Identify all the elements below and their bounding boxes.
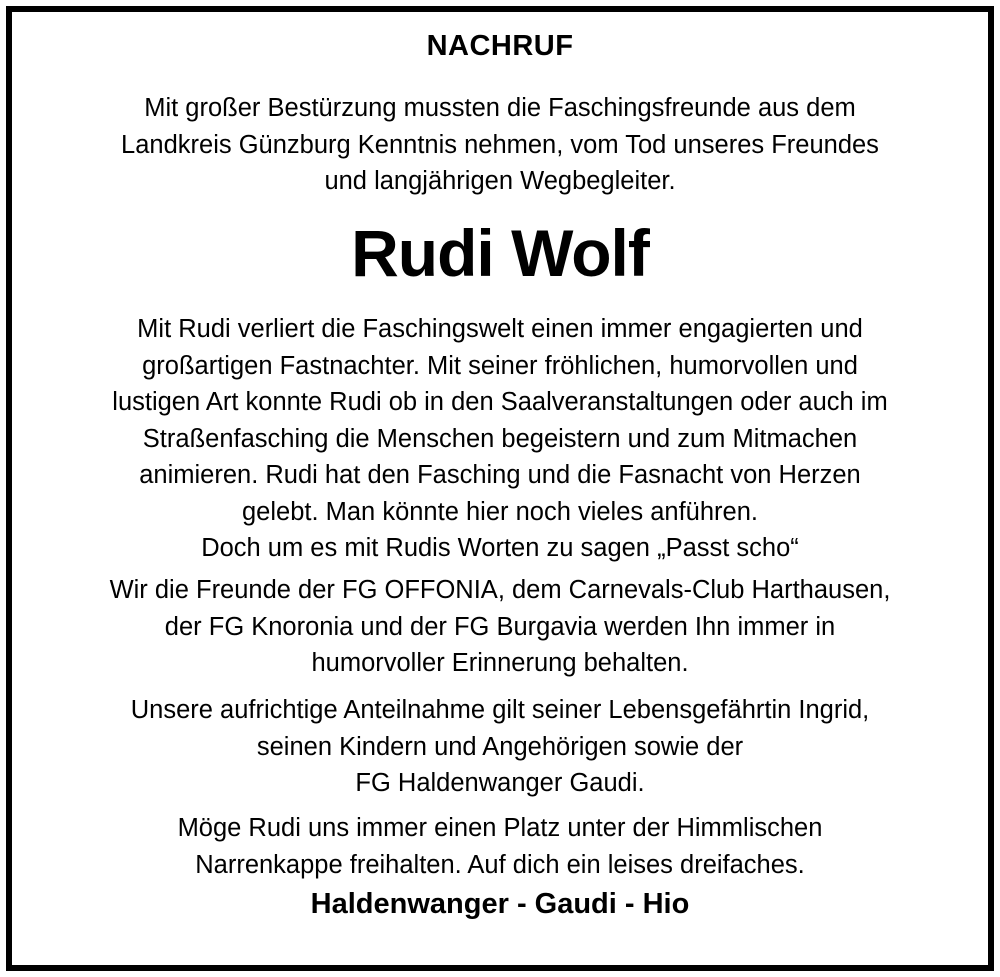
- condolence-line: FG Haldenwanger Gaudi.: [355, 769, 645, 797]
- friends-line: humorvoller Erinnerung behalten.: [311, 649, 689, 677]
- notice-title: NACHRUF: [426, 30, 574, 62]
- tribute-line: großartigen Fastnachter. Mit seiner fröhlichen, humorvollen und: [142, 351, 858, 380]
- tribute-line: animieren. Rudi hat den Fasching und die Fasnacht von Herzen: [139, 461, 861, 489]
- condolence-line: Unsere aufrichtige Anteilnahme gilt seiner Lebensgefährtin Ingrid,: [130, 696, 870, 724]
- friends-line: Wir die Freunde der FG OFFONIA, dem Carnevals-Club Harthausen,: [109, 576, 891, 604]
- tribute-line: Straßenfasching die Menschen begeistern und zum Mitmachen: [142, 424, 858, 453]
- tribute-line: Doch um es mit Rudis Worten zu sagen „Passt scho“: [201, 534, 799, 562]
- tribute-line: gelebt. Man könnte hier noch vieles anführen.: [241, 497, 758, 526]
- farewell-line: Möge Rudi uns immer einen Platz unter der Himmlischen: [177, 814, 823, 842]
- intro-line: Mit großer Bestürzung mussten die Faschingsfreunde aus dem: [144, 94, 856, 122]
- tribute-line: Mit Rudi verliert die Faschingswelt einen immer engagierten und: [137, 315, 863, 343]
- intro-line: Landkreis Günzburg Kenntnis nehmen, vom Tod unseres Freundes: [121, 130, 879, 159]
- paragraph-farewell: [0, 810, 1000, 883]
- signature: Haldenwanger - Gaudi - Hio: [310, 888, 690, 920]
- deceased-name: Rudi Wolf: [351, 216, 649, 290]
- friends-line: der FG Knoronia und der FG Burgavia werden Ihn immer in: [164, 612, 836, 641]
- paragraph-tribute: [0, 311, 1000, 567]
- intro-line: und langjährigen Wegbegleiter.: [324, 167, 676, 195]
- tribute-line: lustigen Art konnte Rudi ob in den Saalveranstaltungen oder auch im: [112, 388, 888, 416]
- condolence-line: seinen Kindern und Angehörigen sowie der: [256, 732, 744, 761]
- intro-paragraph: [0, 90, 1000, 200]
- paragraph-condolences: [0, 692, 1000, 802]
- farewell-line: Narrenkappe freihalten. Auf dich ein leises dreifaches.: [195, 850, 805, 879]
- paragraph-friends: [0, 572, 1000, 682]
